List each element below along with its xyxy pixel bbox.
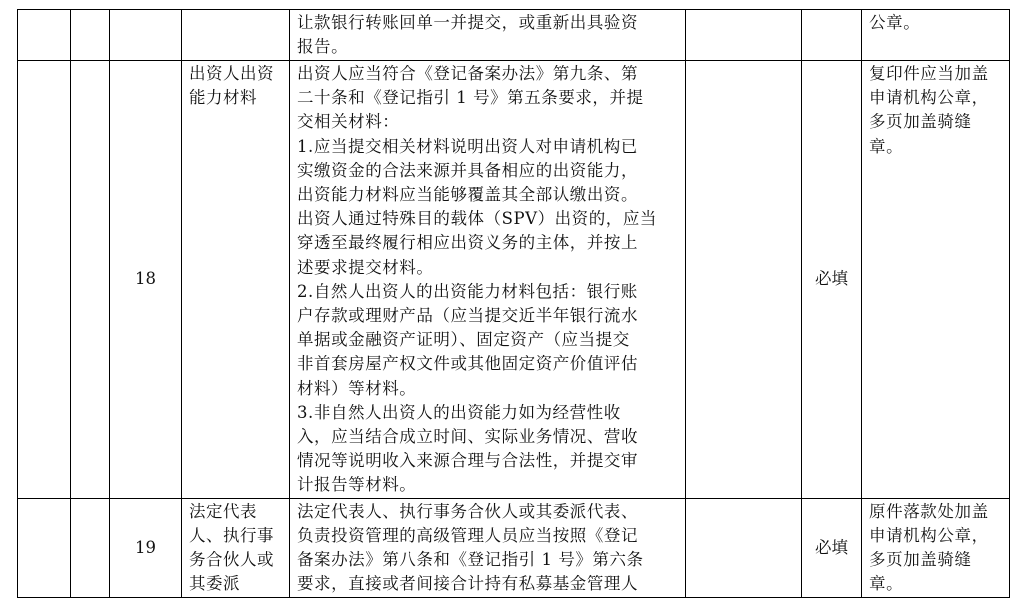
required-flag: 必填	[802, 61, 862, 499]
note-line: 申请机构公章，	[869, 88, 989, 108]
blank-category-cell	[18, 498, 71, 597]
requirement-line: 情况等说明收入来源合理与合法性，并提交审	[297, 451, 638, 471]
blank-subcategory-cell	[71, 61, 110, 499]
item-number	[110, 10, 182, 61]
required-flag: 必填	[802, 498, 862, 597]
requirement-line: 报告。	[297, 37, 349, 57]
note-line: 公章。	[869, 13, 921, 32]
blank-subcategory-cell	[71, 498, 110, 597]
item-number: 18	[110, 61, 182, 499]
requirement-line: 让款银行转账回单一并提交，或重新出具验资	[297, 13, 638, 32]
requirement-line: 材料）等材料。	[297, 378, 417, 398]
item-requirements	[290, 498, 686, 597]
table-row	[18, 10, 1010, 61]
note-line: 章。	[869, 574, 904, 594]
requirement-line: 计报告等材料。	[297, 475, 417, 495]
requirement-line: 穿透至最终履行相应出资义务的主体，并按上	[297, 233, 638, 253]
blank-subcategory-cell	[71, 10, 110, 61]
table-row	[18, 61, 1010, 499]
table-row	[18, 498, 1010, 597]
requirement-line: 法定代表人、执行事务合伙人或其委派代表、	[297, 501, 638, 521]
item-name: 出资人出资能力材料	[182, 61, 290, 499]
item-name: 法定代表人、执行事务合伙人或其委派	[182, 498, 290, 597]
note-line: 多页加盖骑缝	[869, 112, 972, 132]
requirement-line: 交相关材料：	[297, 112, 400, 132]
item-note	[862, 10, 1010, 61]
requirement-line: 3.非自然人出资人的出资能力如为经营性收	[297, 402, 621, 422]
requirement-line: 2.自然人出资人的出资能力材料包括：银行账	[297, 281, 638, 301]
item-requirements	[290, 61, 686, 499]
note-line: 多页加盖骑缝	[869, 550, 972, 570]
blank-category-cell	[18, 61, 71, 499]
blank-cell	[686, 10, 802, 61]
requirement-line: 二十条和《登记指引 1 号》第五条要求，并提	[297, 88, 644, 108]
note-line: 章。	[869, 136, 904, 156]
requirement-line: 单据或金融资产证明）、固定资产（应当提交	[297, 330, 630, 350]
item-note	[862, 498, 1010, 597]
item-requirements	[290, 10, 686, 61]
requirement-line: 出资能力材料应当能够覆盖其全部认缴出资。	[297, 185, 638, 205]
requirement-line: 户存款或理财产品（应当提交近半年银行流水	[297, 306, 638, 326]
requirement-line: 出资人应当符合《登记备案办法》第九条、第	[297, 64, 638, 83]
requirement-line: 要求，直接或者间接合计持有私募基金管理人	[297, 574, 638, 594]
item-number: 19	[110, 498, 182, 597]
note-line: 申请机构公章，	[869, 525, 989, 545]
requirement-line: 出资人通过特殊目的载体（SPV）出资的，应当	[297, 209, 657, 229]
requirement-line: 1.应当提交相关材料说明出资人对申请机构已	[297, 136, 638, 156]
item-name	[182, 10, 290, 61]
item-note	[862, 61, 1010, 499]
blank-category-cell	[18, 10, 71, 61]
required-flag	[802, 10, 862, 61]
requirement-line: 述要求提交材料。	[297, 257, 434, 277]
note-line: 原件落款处加盖	[869, 501, 989, 521]
note-line: 复印件应当加盖	[869, 64, 989, 83]
requirement-line: 备案办法》第八条和《登记指引 1 号》第六条	[297, 550, 644, 570]
requirement-line: 非首套房屋产权文件或其他固定资产价值评估	[297, 354, 638, 374]
blank-cell	[686, 61, 802, 499]
blank-cell	[686, 498, 802, 597]
requirement-line: 入，应当结合成立时间、实际业务情况、营收	[297, 427, 638, 447]
requirement-line: 实缴资金的合法来源并具备相应的出资能力，	[297, 160, 638, 180]
requirements-table	[17, 9, 1010, 598]
requirement-line: 负责投资管理的高级管理人员应当按照《登记	[297, 525, 638, 545]
